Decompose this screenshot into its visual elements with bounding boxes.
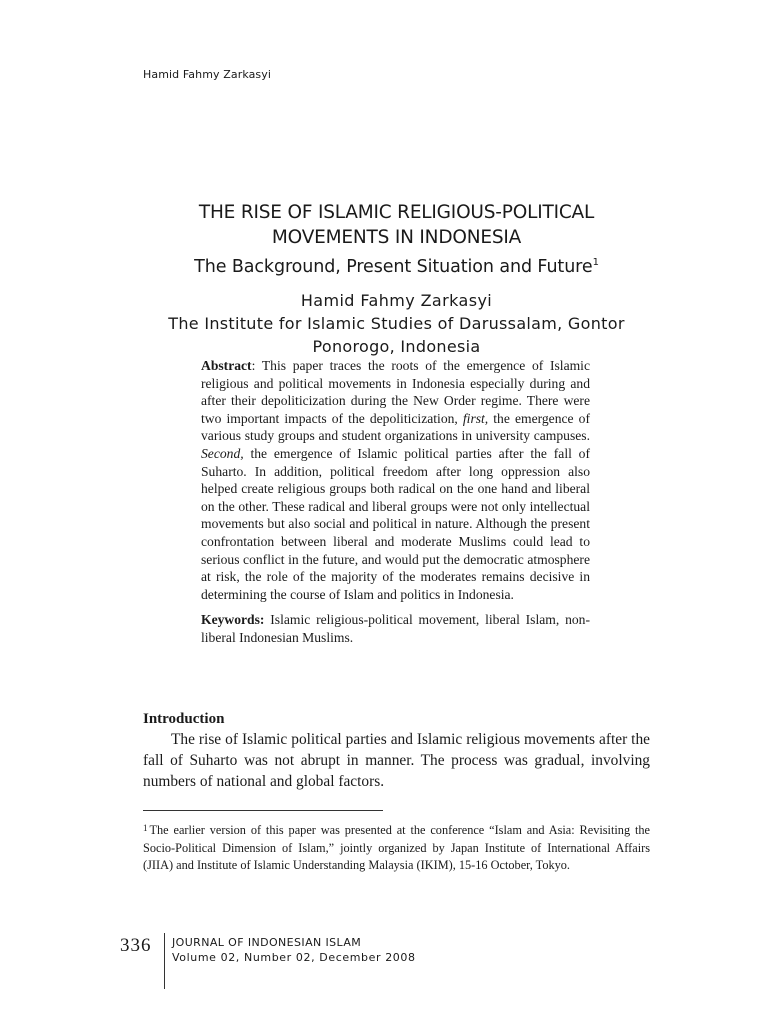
introduction-paragraph: The rise of Islamic political parties and Islamic religious movements after the fall of Suharto was not abrupt in manner. The process was gradual, involving numbers of national and global factors. [143, 731, 650, 790]
journal-issue: Volume 02, Number 02, December 2008 [172, 951, 416, 964]
abstract-text-part-1: : This paper traces the roots of the emergence of Islamic religious and political movements in Indonesia especially during and after their depoliticization during the New Order regime. There were two important impacts of the depoliticization, [201, 358, 590, 426]
abstract-second-emphasis: Second, [201, 445, 244, 461]
footer-divider [164, 933, 165, 989]
abstract-paragraph [201, 357, 590, 603]
paper-subtitle-text: The Background, Present Situation and Future [194, 257, 593, 277]
author-affiliation-line-1: The Institute for Islamic Studies of Darussalam, Gontor [168, 314, 625, 333]
footnote-marker: 1 [143, 823, 148, 833]
journal-name: JOURNAL OF INDONESIAN ISLAM [172, 936, 362, 949]
footnote-reference: 1 [592, 257, 599, 268]
keywords-paragraph [201, 611, 590, 646]
introduction-heading: Introduction [143, 711, 225, 727]
author-affiliation-line-2: Ponorogo, Indonesia [312, 337, 481, 356]
footnote-text: The earlier version of this paper was presented at the conference “Islam and Asia: Revisiting the Socio-Political Dimension of Islam,” jointly organized by Japan Institute of International Affairs (JIIA) and Institute of Islamic Understanding Malaysia (IKIM), 15-16 October, Tokyo. [143, 823, 650, 872]
title-block [143, 200, 650, 358]
paper-title-line-2: MOVEMENTS IN INDONESIA [271, 227, 522, 248]
footnote-divider [143, 810, 383, 811]
footnote [143, 820, 650, 875]
paper-title-line-1: THE RISE OF ISLAMIC RELIGIOUS-POLITICAL [198, 202, 595, 223]
author-name: Hamid Fahmy Zarkasyi [300, 291, 493, 310]
abstract-label: Abstract [201, 358, 252, 373]
abstract-text-part-3: the emergence of Islamic political parties after the fall of Suharto. In addition, political freedom after long oppression also helped create religious groups both radical on the one hand and liberal on the other. These radical and liberal groups were not only intellectual movements but also social and political in nature. Although the present confrontation between liberal and moderate Muslims could lead to serious conflict in the future, and would put the democratic atmosphere at risk, the role of the majority of the moderates remains decisive in determining the course of Islam and politics in Indonesia. [201, 445, 590, 602]
abstract-first-emphasis: first, [462, 410, 489, 426]
abstract-block [201, 357, 590, 647]
keywords-label: Keywords: [201, 612, 265, 628]
running-head: Hamid Fahmy Zarkasyi [143, 68, 272, 81]
paper-subtitle [143, 250, 650, 280]
introduction-section [143, 709, 650, 792]
keywords-text: Islamic religious-political movement, liberal Islam, non-liberal Indonesian Muslims. [201, 612, 590, 645]
page-number: 336 [120, 935, 152, 956]
abstract-text-part-2: the emergence of various study groups and student organizations in university campuses. [201, 410, 590, 444]
